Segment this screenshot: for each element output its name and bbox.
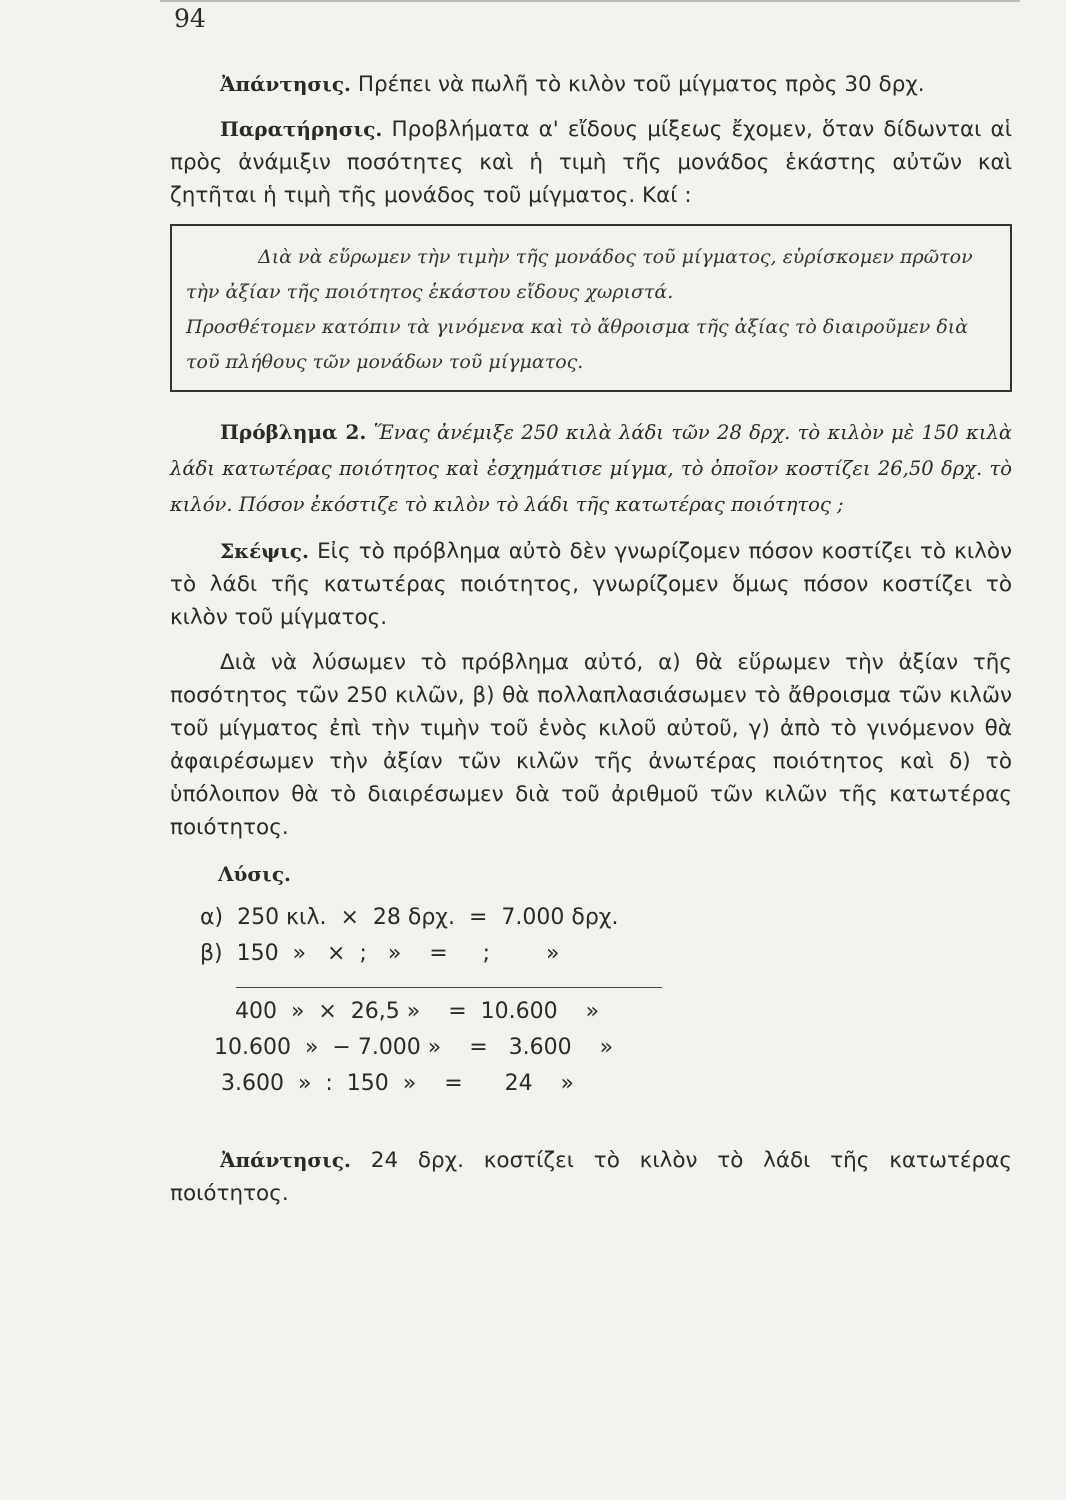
calc-row: α) 250 κιλ. × 28 δρχ. = 7.000 δρχ. xyxy=(200,905,619,930)
problem-label: Πρόβλημα 2. xyxy=(220,420,367,444)
calculation-block xyxy=(170,901,1012,1136)
final-answer-label: Ἀπάντησις. xyxy=(220,1148,351,1172)
calc-row: 10.600 » − 7.000 » = 3.600 » xyxy=(200,1035,614,1060)
answer-label: Ἀπάντησις. xyxy=(220,72,351,96)
remark-label: Παρατήρησις. xyxy=(220,117,383,141)
problem-paragraph xyxy=(170,414,1012,523)
answer-paragraph xyxy=(170,68,1012,101)
calc-row: β) 150 » × ; » = ; » xyxy=(200,941,560,966)
calc-divider xyxy=(236,987,662,988)
remark-text: Προβλήματα α' εἴδους μίξεως ἔχομεν, ὅταν δίδωνται αἱ πρὸς ἀνάμιξιν ποσότητες καὶ ἡ τιμὴ τῆς μονάδος ἑκάστης αὐτῶν καὶ ζητῆται ἡ τιμὴ τῆς μονάδος τοῦ μίγματος. Καί : xyxy=(170,117,1012,208)
page-number: 94 xyxy=(174,4,206,33)
thought-text: Εἰς τὸ πρόβλημα αὐτὸ δὲν γνωρίζομεν πόσον κοστίζει τὸ κιλὸν τὸ λάδι τῆς κατωτέρας ποιότητος, γνωρίζομεν ὅμως πόσον κοστίζει τὸ κιλὸν τοῦ μίγματος. xyxy=(170,539,1012,630)
problem-text: Ἕνας ἀνέμιξε 250 κιλὰ λάδι τῶν 28 δρχ. τὸ κιλὸν μὲ 150 κιλὰ λάδι κατωτέρας ποιότητος καὶ ἐσχημάτισε μίγμα, τὸ ὁποῖον κοστίζει 26,50 δρχ. τὸ κιλόν. Πόσον ἐκόστιζε τὸ κιλὸν τὸ λάδι τῆς κατωτέρας ποιότητος ; xyxy=(170,421,1012,516)
rule-line-2: Προσθέτομεν κατόπιν τὰ γινόμενα καὶ τὸ ἄθροισμα τῆς ἀξίας τὸ διαιροῦμεν διὰ τοῦ πλήθους τῶν μονάδων τοῦ μίγματος. xyxy=(186,316,969,373)
final-answer-paragraph xyxy=(170,1144,1012,1210)
calc-row: 3.600 » : 150 » = 24 » xyxy=(200,1071,575,1096)
rule-box xyxy=(170,224,1012,392)
page-content xyxy=(170,68,1012,1222)
thought-label: Σκέψις. xyxy=(220,539,309,563)
rule-line-1: Διὰ νὰ εὕρωμεν τὴν τιμὴν τῆς μονάδος τοῦ μίγματος, εὑρίσκομεν πρῶτον τὴν ἀξίαν τῆς ποιότητος ἑκάστου εἴδους χωριστά. xyxy=(186,246,973,303)
answer-text: Πρέπει νὰ πωλῆ τὸ κιλὸν τοῦ μίγματος πρὸς 30 δρχ. xyxy=(351,72,925,97)
thought-paragraph xyxy=(170,535,1012,634)
remark-paragraph xyxy=(170,113,1012,212)
calc-row: 400 » × 26,5 » = 10.600 » xyxy=(200,999,600,1024)
method-paragraph: Διὰ νὰ λύσωμεν τὸ πρόβλημα αὐτό, α) θὰ εὕρωμεν τὴν ἀξίαν τῆς ποσότητος τῶν 250 κιλῶν, β) θὰ πολλαπλασιάσωμεν τὸ ἄθροισμα τῶν κιλῶν τοῦ μίγματος ἐπὶ τὴν τιμὴν τοῦ ἑνὸς κιλοῦ αὐτοῦ, γ) ἀπὸ τὸ γινόμενον θὰ ἀφαιρέσωμεν τὴν ἀξίαν τῶν κιλῶν τῆς ἀνωτέρας ποιότητος καὶ δ) τὸ ὑπόλοιπον θὰ τὸ διαιρέσωμεν διὰ τοῦ ἀριθμοῦ τῶν κιλῶν τῆς κατωτέρας ποιότητος. xyxy=(170,650,1012,840)
solution-heading: Λύσις. xyxy=(218,862,291,886)
final-answer-text: 24 δρχ. κοστίζει τὸ κιλὸν τὸ λάδι τῆς κατωτέρας ποιότητος. xyxy=(170,1148,1012,1206)
top-rule xyxy=(160,0,1020,2)
